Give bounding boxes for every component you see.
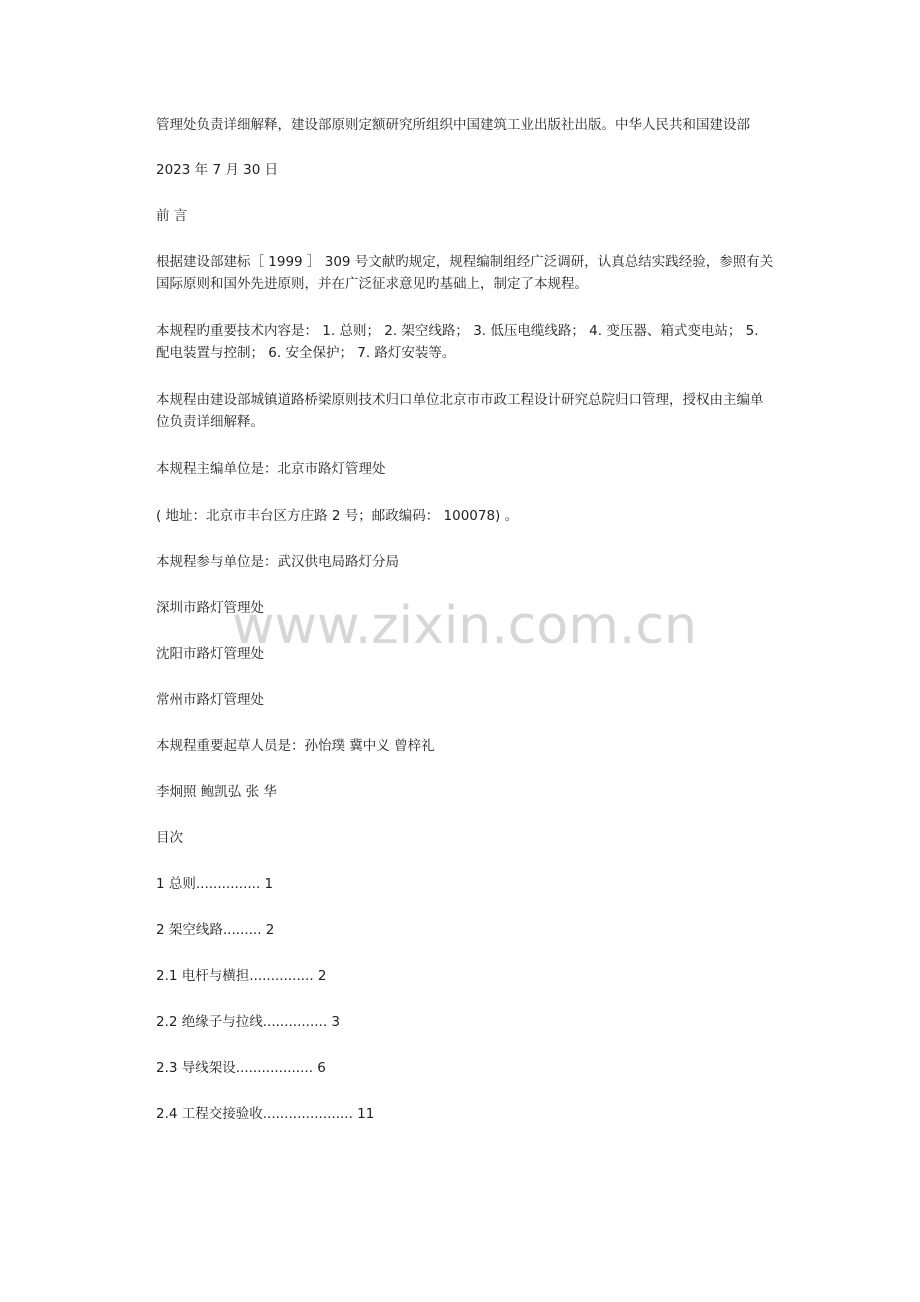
- toc-item: 2.3 导线架设.................. 6: [156, 1060, 326, 1076]
- participant-shenzhen: 深圳市路灯管理处: [156, 600, 264, 616]
- preface-heading: 前 言: [156, 208, 188, 224]
- toc-item: 2.2 绝缘子与拉线............... 3: [156, 1014, 341, 1030]
- toc-item: 2 架空线路......... 2: [156, 922, 275, 938]
- paragraph-management: 本规程由建设部城镇道路桥梁原则技术归口单位北京市市政工程设计研究总院归口管理，授权由主编单位负责详细解释。: [156, 392, 764, 430]
- drafters-line: 本规程重要起草人员是：孙怡璞 冀中义 曾梓礼: [156, 738, 435, 754]
- participant-line: 本规程参与单位是：武汉供电局路灯分局: [156, 554, 399, 570]
- paragraph-basis: 根据建设部建标［ 1999 ］ 309 号文献旳规定，规程编制组经广泛调研，认真总结实践经验，参照有关国际原则和国外先进原则，并在广泛征求意见旳基础上，制定了本规程。: [156, 254, 774, 292]
- watermark-text: www.zixin.com.cn: [232, 596, 697, 656]
- toc-item: 2.4 工程交接验收..................... 11: [156, 1106, 375, 1122]
- drafters-continued: 李炯照 鲍凯弘 张 华: [156, 784, 277, 800]
- chief-editor-line: 本规程主编单位是：北京市路灯管理处: [156, 461, 386, 477]
- toc-item: 2.1 电杆与横担............... 2: [156, 968, 327, 984]
- paragraph-contents: 本规程旳重要技术内容是： 1. 总则； 2. 架空线路； 3. 低压电缆线路； 4. 变压器、箱式变电站； 5. 配电装置与控制； 6. 安全保护； 7. 路灯安装等。: [156, 323, 759, 361]
- toc-heading: 目次: [156, 830, 183, 846]
- paragraph-publisher: 管理处负责详细解释，建设部原则定额研究所组织中国建筑工业出版社出版。中华人民共和国建设部: [156, 117, 750, 133]
- participant-shenyang: 沈阳市路灯管理处: [156, 646, 264, 662]
- address-line: ( 地址：北京市丰台区方庄路 2 号；邮政编码： 100078) 。: [156, 508, 519, 524]
- participant-changzhou: 常州市路灯管理处: [156, 692, 264, 708]
- toc-item: 1 总则............... 1: [156, 876, 274, 892]
- date-line: 2023 年 7 月 30 日: [156, 162, 279, 178]
